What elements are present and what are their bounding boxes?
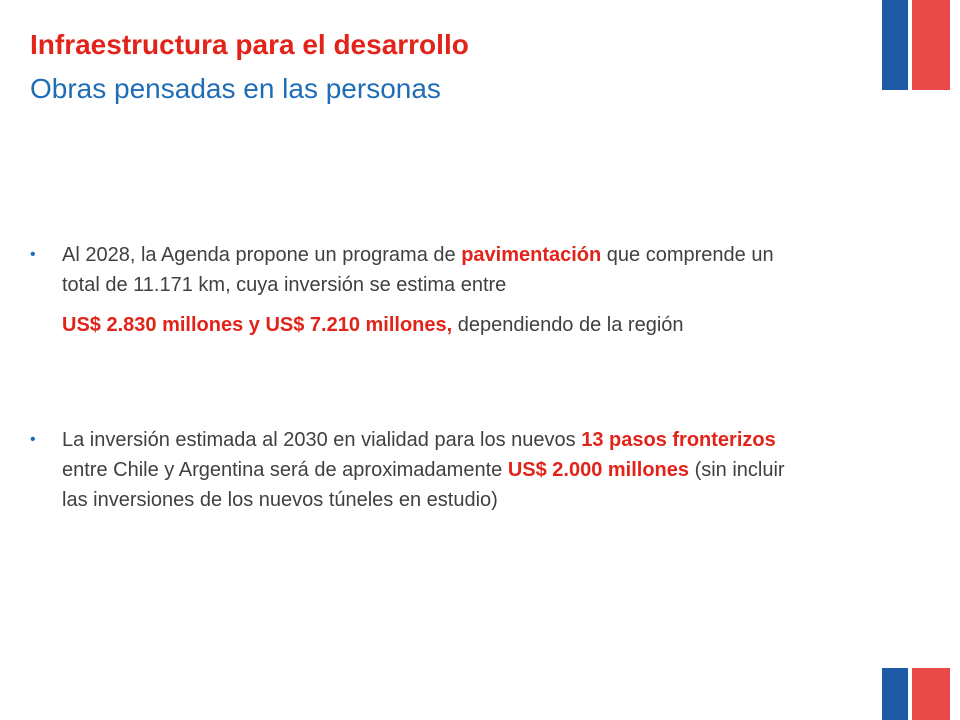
flag-red-stripe [912,0,950,90]
bullet-text-part: Al 2028, la Agenda propone un programa de [62,244,462,266]
bullet-highlight: 13 pasos fronterizos [581,429,776,451]
flag-blue-stripe [882,0,908,90]
bullet-highlight: pavimentación [461,244,602,266]
bullet-text-part: La inversión estimada al 2030 en vialidad para los nuevos [62,429,582,451]
bullet-border-crossings [30,425,810,515]
bullet-investment-line [62,310,810,340]
bullet-text-part: dependiendo de la región [452,314,684,336]
bullet-text [62,425,810,515]
bullet-marker: • [30,431,36,448]
bullet-text-part: que comprende un total de 11.171 km, cuya inversión se estima entre [62,244,774,296]
bullet-text-part: (sin incluir las inversiones de los nuevos túneles en estudio) [62,459,785,511]
flag-red-stripe [912,668,950,720]
bullet-text-part: entre Chile y Argentina será de aproximadamente [62,459,508,481]
bullet-text [62,240,810,340]
chile-flag-top-icon [882,0,950,90]
bullet-highlight: US$ 2.830 millones y US$ 7.210 millones, [62,314,453,336]
bullet-highlight: US$ 2.000 millones [507,459,690,481]
bullet-marker: • [30,246,36,263]
slide-title: Infraestructura para el desarrollo [30,29,469,60]
flag-blue-stripe [882,668,908,720]
chile-flag-bottom-icon [882,668,950,720]
slide-subtitle: Obras pensadas en las personas [30,73,441,104]
bullet-paving [30,240,810,340]
